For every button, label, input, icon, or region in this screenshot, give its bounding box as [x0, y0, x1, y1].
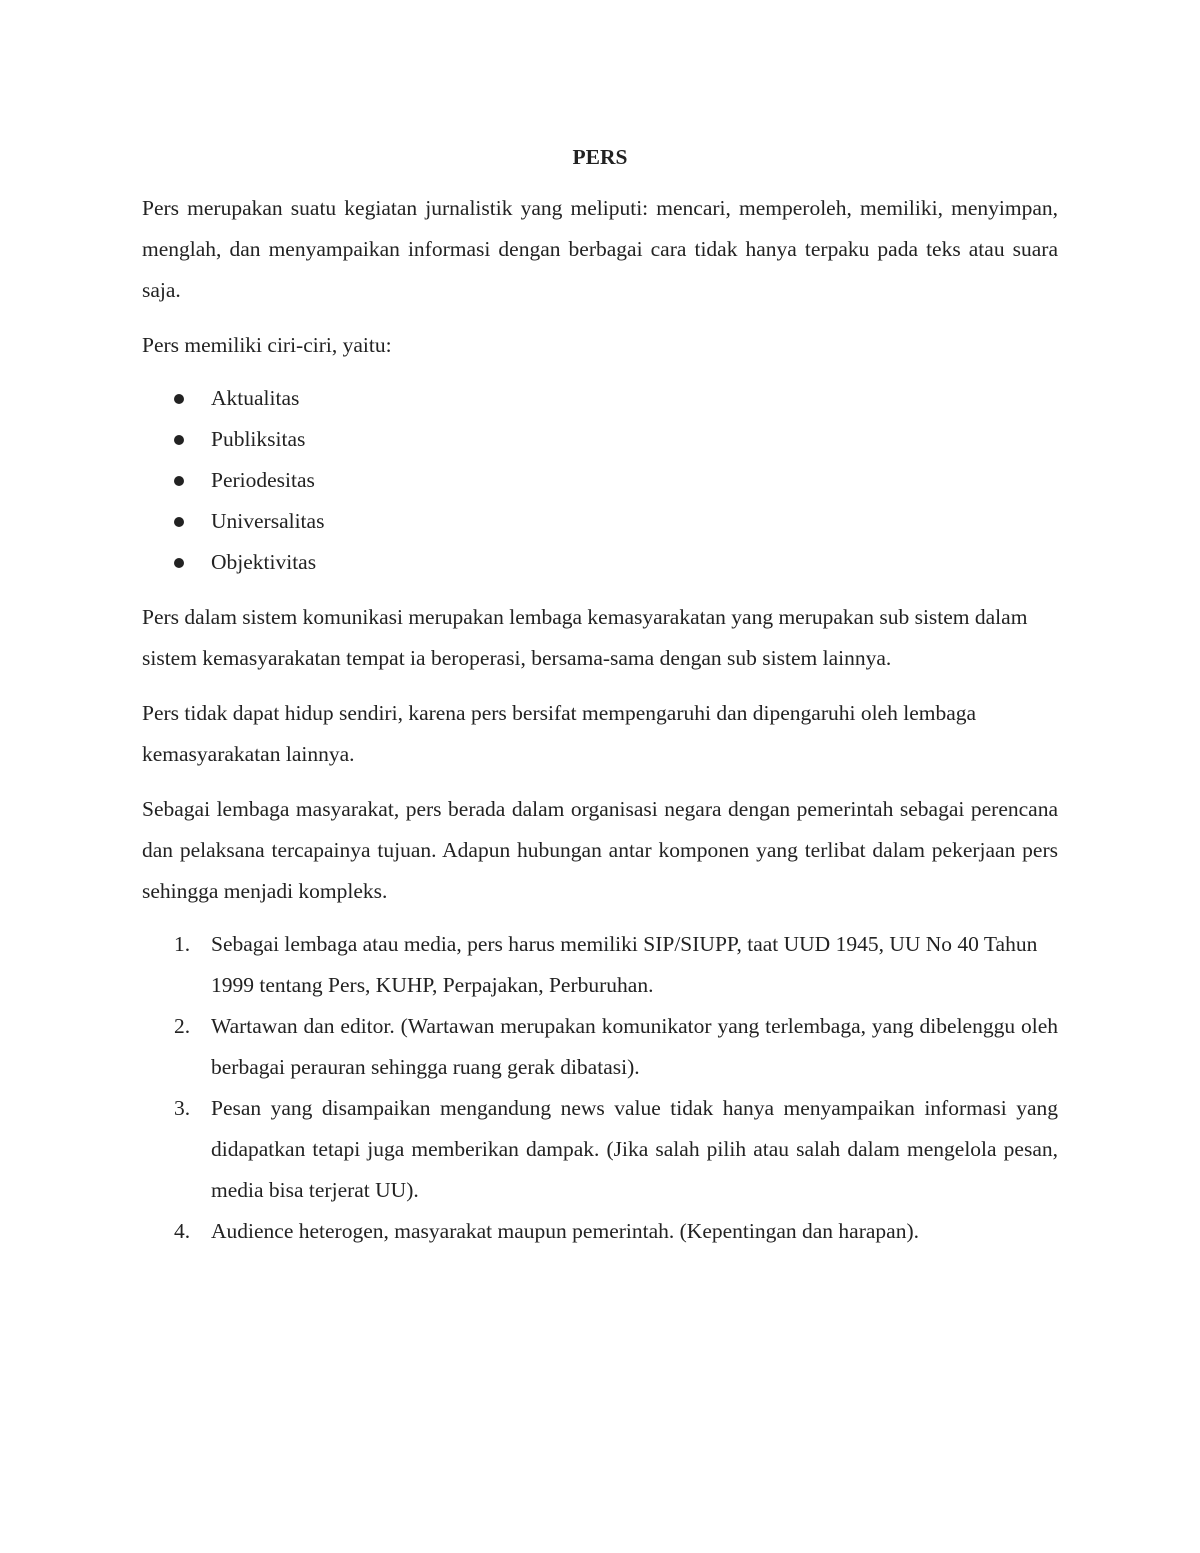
paragraph-communication-system: Pers dalam sistem komunikasi merupakan lembaga kemasyarakatan yang merupakan sub sistem dalam sistem kemasyarakatan tempat ia beroperasi, bersama-sama dengan sub sistem lainnya.	[142, 605, 1028, 670]
list-item	[142, 924, 1058, 1006]
bullet-icon	[174, 517, 184, 527]
list-item-number: 2.	[174, 1014, 191, 1038]
list-item	[142, 460, 1058, 501]
list-item	[142, 542, 1058, 583]
paragraph-definition: Pers merupakan suatu kegiatan jurnalistik yang meliputi: mencari, memperoleh, memiliki, menyimpan, menglah, dan menyampaikan informasi dengan berbagai cara tidak hanya terpaku pada teks atau suara saja.	[142, 196, 1058, 302]
list-item-label: Aktualitas	[211, 386, 300, 410]
list-item-label: Universalitas	[211, 509, 325, 533]
bullet-icon	[174, 435, 184, 445]
components-list	[142, 924, 1058, 1252]
list-item	[142, 1211, 1058, 1252]
characteristics-list	[142, 378, 1058, 583]
list-item	[142, 1006, 1058, 1088]
bullet-icon	[174, 394, 184, 404]
list-item-text: Pesan yang disampaikan mengandung news value tidak hanya menyampaikan informasi yang didapatkan tetapi juga memberikan dampak. (Jika salah pilih atau salah dalam mengelola pesan, media bisa terjerat UU).	[211, 1096, 1058, 1202]
list-item-number: 3.	[174, 1096, 191, 1120]
bullet-icon	[174, 558, 184, 568]
list-item-label: Periodesitas	[211, 468, 315, 492]
list-item	[142, 378, 1058, 419]
document-title: PERS	[572, 145, 628, 169]
document-page	[142, 143, 1058, 1252]
list-item-text: Wartawan dan editor. (Wartawan merupakan komunikator yang terlembaga, yang dibelenggu oleh berbagai perauran sehingga ruang gerak dibatasi).	[211, 1014, 1058, 1079]
paragraph-not-alone: Pers tidak dapat hidup sendiri, karena pers bersifat mempengaruhi dan dipengaruhi oleh lembaga kemasyarakatan lainnya.	[142, 701, 977, 766]
list-item-text: Audience heterogen, masyarakat maupun pemerintah. (Kepentingan dan harapan).	[211, 1219, 920, 1243]
list-item-label: Objektivitas	[211, 550, 317, 574]
list-item	[142, 501, 1058, 542]
paragraph-organization: Sebagai lembaga masyarakat, pers berada dalam organisasi negara dengan pemerintah sebagai perencana dan pelaksana tercapainya tujuan. Adapun hubungan antar komponen yang terlibat dalam pekerjaan pers sehingga menjadi kompleks.	[142, 797, 1058, 903]
bullet-icon	[174, 476, 184, 486]
list-item-label: Publiksitas	[211, 427, 306, 451]
list-item-number: 4.	[174, 1219, 191, 1243]
paragraph-characteristics-intro: Pers memiliki ciri-ciri, yaitu:	[142, 333, 392, 357]
list-item-number: 1.	[174, 932, 191, 956]
list-item-text: Sebagai lembaga atau media, pers harus memiliki SIP/SIUPP, taat UUD 1945, UU No 40 Tahun 1999 tentang Pers, KUHP, Perpajakan, Perburuhan.	[211, 932, 1038, 997]
list-item	[142, 1088, 1058, 1211]
list-item	[142, 419, 1058, 460]
